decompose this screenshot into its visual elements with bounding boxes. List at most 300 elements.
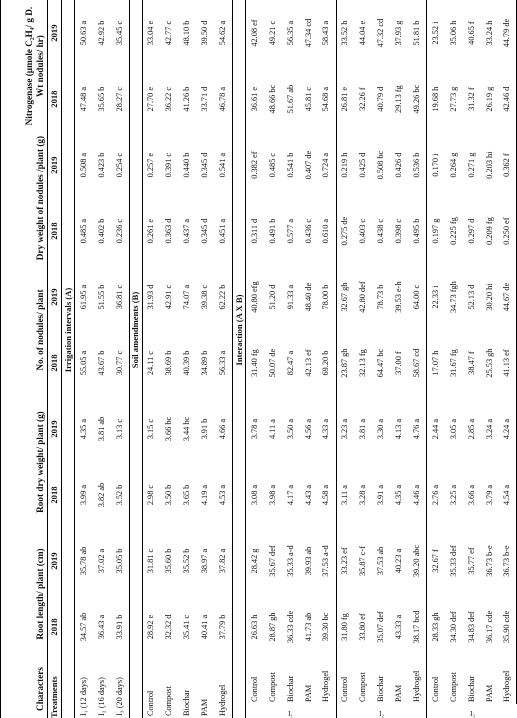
year-header: 2018	[48, 66, 62, 132]
table-cell: 28.27 c	[114, 86, 124, 112]
table-cell: 51.55 b	[96, 284, 106, 310]
table-cell: 47.32 cd	[376, 18, 386, 48]
table-cell: 31.93 d	[146, 284, 156, 310]
table-cell: 0.495 b	[411, 218, 421, 244]
table-cell: 31.40 fg	[249, 349, 259, 377]
table-cell: 0.451 a	[218, 218, 228, 244]
table-cell: 34.73 fgh	[448, 281, 458, 313]
table-cell: 33.91 b	[114, 614, 124, 640]
table-cell: 40.80 efg	[249, 281, 259, 313]
table-cell: 35.65 b	[96, 86, 106, 112]
table-cell: 0.724 a	[321, 152, 331, 178]
table-cell: 36.73 b-e	[484, 545, 494, 577]
table-cell: 0.203 hi	[484, 151, 494, 179]
table-cell: 37.00 f	[394, 351, 404, 375]
table-cell: 35.33 a-d	[285, 545, 295, 577]
year-header: 2018	[48, 594, 62, 660]
table-cell: 74.07 a	[182, 284, 192, 310]
table-cell: 28.87 gh	[267, 612, 277, 642]
table-cell: 26.19 g	[484, 86, 494, 112]
section-heading: Irrigation intervals (A)	[62, 0, 75, 660]
table-cell: 0.485 c	[267, 152, 277, 178]
table-cell: 3.11 a	[336, 462, 354, 528]
table-cell: 0.438 c	[376, 218, 386, 244]
table-cell: 61.95 a	[78, 284, 88, 310]
table-cell: 33.71 d	[200, 86, 210, 112]
table-cell: 32.67 f	[427, 528, 445, 594]
table-cell: 0.170 i	[427, 132, 445, 198]
table-cell: 0.297 d	[466, 218, 476, 244]
table-cell: 3.50 b	[164, 484, 174, 506]
table-cell: 37.79 b	[218, 614, 228, 640]
table-cell: 37.93 g	[394, 20, 404, 46]
table-cell: 0.491 b	[267, 218, 277, 244]
table-row	[463, 0, 481, 718]
table-cell: 4.19 a	[200, 484, 210, 506]
table-cell: 2.76 a	[427, 462, 445, 528]
table-row	[111, 0, 129, 718]
table-cell: 47.48 a	[78, 86, 88, 112]
table-cell: 35.05 b	[114, 548, 124, 574]
table-cell: 31.67 fg	[448, 349, 458, 377]
section-heading-row	[129, 0, 142, 718]
table-cell: 39.38 c	[200, 284, 210, 310]
section-heading: Interaction (A X B)	[233, 0, 246, 660]
root-length-header: Root length/ plant (cm)	[34, 548, 45, 640]
table-cell: 38.17 bcd	[411, 610, 421, 644]
year-header: 2019	[48, 528, 62, 594]
table-cell: 48.10 b	[182, 20, 192, 46]
table-cell: 0.508 a	[78, 152, 88, 178]
table-cell: 27.73 g	[448, 86, 458, 112]
table-row	[178, 0, 196, 718]
table-cell: 4.13 a	[394, 418, 404, 440]
table-cell: 2.98 c	[146, 484, 156, 506]
table-cell: 33.04 e	[146, 20, 156, 46]
table-cell: 37.02 a	[96, 548, 106, 574]
table-cell: 41.26 b	[182, 86, 192, 112]
table-cell: 43.67 b	[96, 350, 106, 376]
table-cell: 0.345 d	[200, 218, 210, 244]
table-cell: 33.23 ef	[336, 528, 354, 594]
table-cell: 42.46 d	[499, 66, 517, 132]
table-cell: 55.05 a	[78, 350, 88, 376]
year-header: 2018	[48, 462, 62, 528]
treatment-name: Compost	[358, 672, 368, 702]
table-cell: 3.05 a	[448, 418, 458, 440]
table-cell: 32.13 fg	[358, 349, 368, 377]
year-header: 2018	[48, 198, 62, 264]
section-heading: Soil amendments (B)	[129, 0, 142, 660]
table-cell: 3.52 b	[114, 484, 124, 506]
table-cell: 38.97 a	[200, 548, 210, 574]
table-cell: 42.13 ef	[303, 349, 313, 377]
table-cell: 19.68 h	[427, 66, 445, 132]
table-cell: 26.81 e	[336, 66, 354, 132]
table-cell: 33.24 h	[484, 20, 494, 46]
table-cell: 39.30 bc	[321, 612, 331, 642]
table-cell: 50.63 a	[78, 20, 88, 46]
table-cell: 37.82 a	[218, 548, 228, 574]
table-row	[75, 0, 93, 718]
table-cell: 36.17 cde	[484, 610, 494, 644]
treatment-name: I₃ (20 days)	[114, 677, 124, 716]
table-cell: 3.08 a	[249, 484, 259, 506]
year-header: 2019	[48, 132, 62, 198]
table-cell: 0.440 b	[182, 152, 192, 178]
treatment-name: Control	[336, 660, 354, 704]
table-cell: 29.13 fg	[394, 85, 404, 113]
table-cell: 0.577 a	[285, 218, 295, 244]
table-cell: 24.11 c	[146, 351, 156, 376]
table-cell: 0.610 a	[321, 218, 331, 244]
year-header: 2018	[48, 330, 62, 396]
treatment-name: Hydrogel	[218, 684, 228, 716]
table-cell: 54.62 a	[218, 20, 228, 46]
table-cell: 0.403 c	[358, 218, 368, 244]
table-cell: 35.07 def	[376, 611, 386, 643]
table-cell: 48.40 de	[303, 282, 313, 312]
table-cell: 34.83 def	[466, 611, 476, 643]
table-cell: 30.77 c	[114, 350, 124, 376]
table-cell: 35.33 def	[448, 545, 458, 577]
table-cell: 30.20 hi	[484, 283, 494, 311]
table-cell: 3.98 a	[267, 484, 277, 506]
table-row	[196, 0, 214, 718]
year-header: 2019	[48, 0, 62, 66]
table-cell: 3.78 a	[249, 418, 259, 440]
table-cell: 0.536 b	[411, 152, 421, 178]
table-cell: 27.70 e	[146, 86, 156, 112]
table-row	[390, 0, 408, 718]
table-cell: 51.67 ab	[285, 84, 295, 114]
table-cell: 4.35 a	[394, 484, 404, 506]
treatments-header: Treatments	[48, 660, 62, 718]
table-cell: 0.425 d	[358, 152, 368, 178]
table-cell: 0.362 f	[499, 132, 517, 198]
table-cell: 0.407 de	[303, 150, 313, 180]
table-cell: 4.11 a	[267, 419, 277, 440]
table-cell: 28.92 e	[146, 614, 156, 640]
table-cell: 25.53 gh	[484, 348, 494, 378]
table-cell: 40.23 a	[394, 548, 404, 574]
table-cell: 35.06 h	[448, 20, 458, 46]
table-cell: 36.81 c	[114, 284, 124, 310]
treatment-name: Hydrogel	[411, 670, 421, 702]
table-cell: 3.81 ab	[96, 416, 106, 442]
table-cell: 3.66 bc	[164, 416, 174, 442]
table-cell: 69.20 b	[321, 350, 331, 376]
irrigation-group-label: I₂	[336, 704, 426, 718]
nodule-dry-weight-header: Dry weight of nodules /plant (g)	[34, 135, 45, 261]
table-cell: 45.81 c	[303, 86, 313, 112]
table-cell: 22.33 i	[427, 264, 445, 330]
table-cell: 37.53 ab	[376, 546, 386, 576]
table-cell: 35.41 c	[182, 614, 192, 640]
nitrogenase-header: Nitrogenase (µmole C₂H₄/ g D. Wt nodules/ hr)	[24, 6, 45, 126]
table-cell: 4.35 a	[78, 418, 88, 440]
table-cell: 38.47 f	[466, 351, 476, 375]
table-cell: 3.50 a	[285, 418, 295, 440]
table-cell: 39.53 e-h	[394, 281, 404, 313]
table-cell: 4.17 a	[285, 484, 295, 506]
treatment-name: I₁ (12 days)	[78, 677, 88, 716]
table-cell: 38.69 b	[164, 350, 174, 376]
table-cell: 36.43 a	[96, 614, 106, 640]
table-cell: 34.57 ab	[78, 612, 88, 642]
table-cell: 17.07 h	[427, 330, 445, 396]
table-cell: 0.197 g	[427, 198, 445, 264]
table-cell: 44.04 e	[358, 20, 368, 46]
table-cell: 0.225 fg	[448, 217, 458, 245]
table-body	[62, 0, 517, 718]
table-cell: 26.63 h	[249, 614, 259, 640]
table-cell: 33.52 h	[336, 0, 354, 66]
table-cell: 42.92 b	[96, 20, 106, 46]
treatment-name: Control	[146, 690, 156, 716]
table-cell: 3.81 a	[358, 418, 368, 440]
table-cell: 58.67 cd	[411, 348, 421, 378]
table-cell: 52.13 d	[466, 284, 476, 310]
table-row	[445, 0, 463, 718]
table-cell: 42.91 c	[164, 284, 174, 310]
table-cell: 0.398 c	[394, 218, 404, 244]
table-cell: 0.391 c	[164, 152, 174, 178]
table-cell: 40.79 d	[376, 86, 386, 112]
table-cell: 56.35 a	[285, 20, 295, 46]
table-cell: 0.485 a	[78, 218, 88, 244]
table-row	[246, 0, 264, 718]
table-row	[481, 0, 499, 718]
table-row	[214, 0, 232, 718]
treatment-name: PAM	[394, 684, 404, 702]
table-cell: 0.236 c	[114, 218, 124, 244]
table-cell: 56.33 a	[218, 350, 228, 376]
table-cell: 35.87 c-f	[358, 546, 368, 576]
table-cell: 36.61 e	[249, 86, 259, 112]
treatment-name: Biochar	[376, 675, 386, 702]
table-cell: 0.541 b	[285, 152, 295, 178]
table-cell: 0.219 h	[336, 132, 354, 198]
table-cell: 3.30 a	[376, 418, 386, 440]
table-cell: 3.13 c	[114, 418, 124, 440]
table-row	[264, 0, 282, 718]
table-cell: 50.07 de	[267, 348, 277, 378]
table-cell: 49.26 bc	[411, 84, 421, 114]
table-cell: 0.209 fg	[484, 217, 494, 245]
treatment-name: Compost	[267, 672, 277, 702]
table-cell: 0.402 b	[96, 218, 106, 244]
table-cell: 54.68 a	[321, 86, 331, 112]
characters-header: Characters	[34, 667, 45, 711]
table-cell: 39.93 ab	[303, 546, 313, 576]
table-cell: 35.67 def	[267, 545, 277, 577]
table-cell: 32.32 d	[164, 614, 174, 640]
treatment-name: Biochar	[285, 675, 295, 702]
table-cell: 39.50 d	[200, 20, 210, 46]
table-cell: 35.52 b	[182, 548, 192, 574]
table-cell: 62.22 b	[218, 284, 228, 310]
table-cell: 0.437 a	[182, 218, 192, 244]
year-header: 2019	[48, 396, 62, 462]
table-row	[408, 0, 426, 718]
table-cell: 37.53 a-d	[321, 545, 331, 577]
table-cell: 31.32 f	[466, 87, 476, 111]
table-cell: 46.78 a	[218, 86, 228, 112]
table-cell: 0.423 b	[96, 152, 106, 178]
section-heading-row	[62, 0, 75, 718]
table-cell: 64.00 c	[411, 284, 421, 310]
table-row	[300, 0, 318, 718]
table-row	[499, 0, 517, 718]
table-cell: 2.85 a	[466, 418, 476, 440]
table-cell: 78.73 b	[376, 284, 386, 310]
treatment-name: Hydrogel	[321, 670, 331, 702]
table-cell: 41.73 ab	[303, 612, 313, 642]
table-cell: 0.261 e	[146, 218, 156, 244]
table-cell: 48.66 bc	[267, 84, 277, 114]
table-cell: 3.23 a	[336, 396, 354, 462]
table-cell: 0.271 g	[466, 152, 476, 178]
table-cell: 47.34 cd	[303, 18, 313, 48]
table-cell: 0.541 a	[218, 152, 228, 178]
table-cell: 0.345 d	[200, 152, 210, 178]
table-cell: 4.33 a	[321, 418, 331, 440]
table-cell: 40.41 a	[200, 614, 210, 640]
root-dry-weight-header: Root dry weight/ plant (g)	[34, 411, 45, 513]
table-row	[336, 0, 354, 718]
table-cell: 0.436 c	[303, 218, 313, 244]
table-row	[93, 0, 111, 718]
year-header: 2019	[48, 264, 62, 330]
table-cell: 33.80 ef	[358, 613, 368, 641]
table-cell: 2.44 a	[427, 396, 445, 462]
table-cell: 3.99 a	[78, 484, 88, 506]
table-cell: 39.20 abc	[411, 544, 421, 578]
table-cell: 28.33 gh	[427, 594, 445, 660]
table-cell: 23.87 gh	[336, 330, 354, 396]
table-cell: 40.39 b	[182, 350, 192, 376]
table-cell: 35.90 cde	[499, 594, 517, 660]
table-cell: 4.24 a	[499, 396, 517, 462]
table-cell: 91.33 a	[285, 284, 295, 310]
table-row	[142, 0, 160, 718]
treatment-name: Control	[249, 676, 259, 702]
table-cell: 42.08 ef	[249, 19, 259, 47]
table-cell: 44.67 de	[499, 264, 517, 330]
table-cell: 0.426 d	[394, 152, 404, 178]
section-heading-row	[233, 0, 246, 718]
table-cell: 3.66 a	[466, 484, 476, 506]
table-row	[282, 0, 300, 718]
table-row	[427, 0, 445, 718]
table-cell: 0.363 d	[164, 218, 174, 244]
table-cell: 4.53 a	[218, 484, 228, 506]
table-cell: 36.33 cde	[285, 610, 295, 644]
table-cell: 3.82 ab	[96, 482, 106, 508]
table-cell: 35.78 ab	[78, 546, 88, 576]
table-cell: 58.43 a	[321, 20, 331, 46]
table-row	[372, 0, 390, 718]
table-cell: 4.43 a	[303, 484, 313, 506]
table-cell: 32.26 f	[358, 87, 368, 111]
irrigation-group-label: I₁	[288, 710, 294, 718]
nodules-header: No. of nodules/ plant	[34, 289, 45, 371]
table-cell: 0.311 d	[249, 218, 259, 244]
table-cell: 3.15 c	[146, 418, 156, 440]
table-cell: 23.52 i	[427, 0, 445, 66]
table-cell: 78.00 b	[321, 284, 331, 310]
table-row	[318, 0, 336, 718]
table-cell: 0.257 e	[146, 152, 156, 178]
table-cell: 82.47 a	[285, 350, 295, 376]
table-cell: 3.44 bc	[182, 416, 192, 442]
table-cell: 44.79 de	[499, 0, 517, 66]
table-cell: 0.264 g	[448, 152, 458, 178]
treatment-name: PAM	[303, 684, 313, 702]
table-cell: 3.24 a	[484, 418, 494, 440]
table-cell: 42.77 c	[164, 20, 174, 46]
treatment-name: Compost	[448, 672, 458, 702]
table-cell: 36.73 b-e	[499, 528, 517, 594]
table-cell: 34.30 def	[448, 611, 458, 643]
table-cell: 4.56 a	[303, 418, 313, 440]
table-cell: 35.77 ef	[466, 547, 476, 575]
table-cell: 4.46 a	[411, 484, 421, 506]
table-cell: 0.275 de	[336, 198, 354, 264]
table-cell: 43.33 a	[394, 614, 404, 640]
table-cell: 40.65 f	[466, 21, 476, 45]
treatment-name: I₂ (16 days)	[96, 677, 106, 716]
table-cell: 34.89 b	[200, 350, 210, 376]
treatment-name: Compost	[164, 686, 174, 716]
table-row	[354, 0, 372, 718]
table-cell: 36.22 c	[164, 86, 174, 112]
table-cell: 3.91 a	[376, 484, 386, 506]
table-cell: 0.254 c	[114, 152, 124, 178]
table-cell: 35.60 b	[164, 548, 174, 574]
table-cell: 31.81 c	[146, 548, 156, 574]
table-cell: 3.25 a	[448, 484, 458, 506]
table-cell: 51.20 d	[267, 284, 277, 310]
table-cell: 32.67 gh	[336, 264, 354, 330]
table-cell: 64.47 bc	[376, 348, 386, 378]
table-cell: 4.76 a	[411, 418, 421, 440]
table-cell: 3.65 b	[182, 484, 192, 506]
table-cell: 3.79 a	[484, 484, 494, 506]
table-cell: 0.250 ef	[499, 198, 517, 264]
treatment-name: PAM	[200, 698, 210, 716]
table-cell: 49.21 c	[267, 20, 277, 46]
table-cell: 0.382 ef	[249, 151, 259, 179]
treatment-name: Control	[427, 660, 445, 704]
table-row	[161, 0, 179, 718]
table-cell: 35.45 c	[114, 20, 124, 46]
table-cell: 3.91 b	[200, 418, 210, 440]
treatment-name: Biochar	[182, 689, 192, 716]
table-cell: 41.13 ef	[499, 330, 517, 396]
table-cell: 51.81 b	[411, 20, 421, 46]
table-cell: 3.28 a	[358, 484, 368, 506]
table-cell: 0.508 bc	[376, 150, 386, 180]
table-cell: 4.58 a	[321, 484, 331, 506]
table-cell: 4.66 a	[218, 418, 228, 440]
table-cell: 31.80 fg	[336, 594, 354, 660]
treatment-name: Biochar	[466, 675, 476, 702]
irrigation-group-label: I₃	[427, 704, 517, 718]
treatment-name: PAM	[484, 684, 494, 702]
table-cell: 4.54 a	[499, 462, 517, 528]
